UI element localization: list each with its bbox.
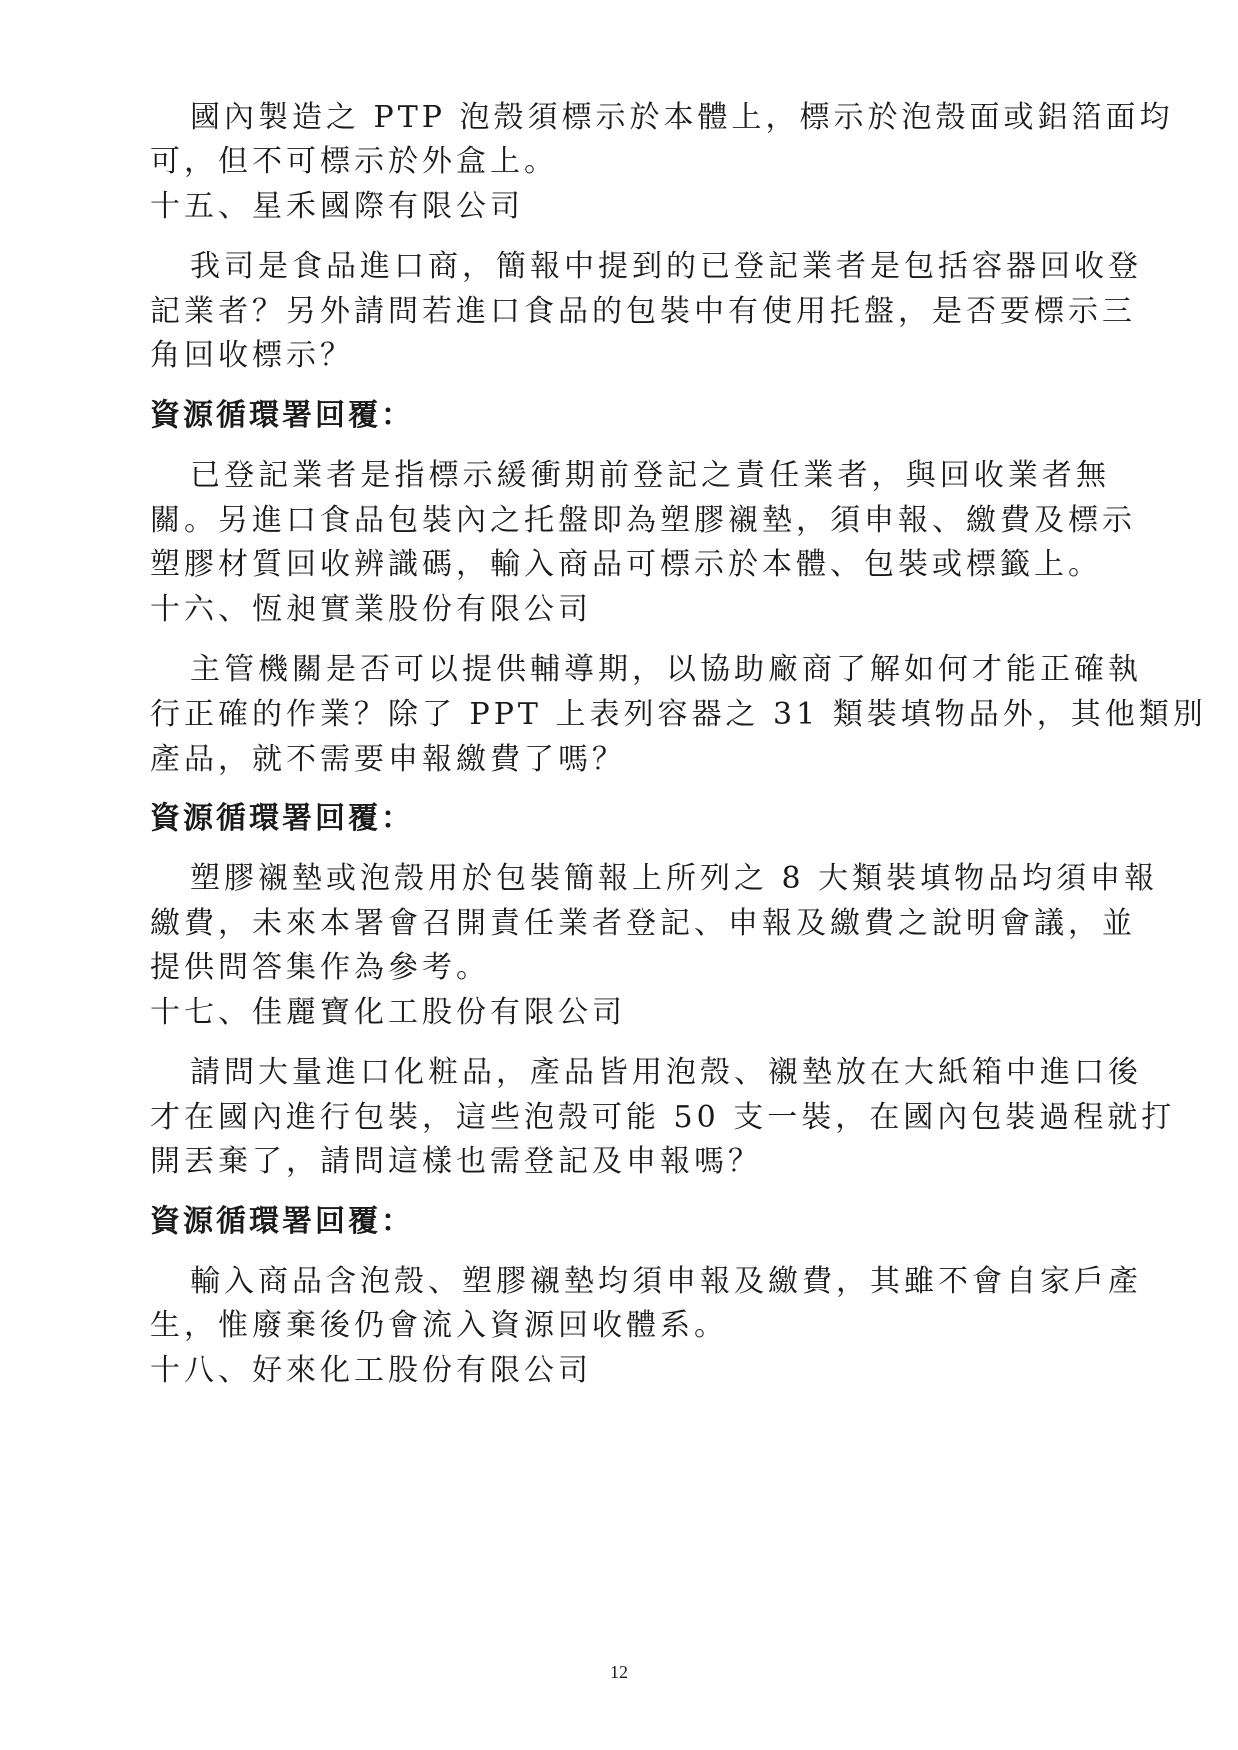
paragraph-line: 生，惟廢棄後仍會流入資源回收體系。 xyxy=(150,1308,728,1343)
paragraph-line: 產品，就不需要申報繳費了嗎？ xyxy=(150,742,626,777)
section-title: 十七、佳麗寶化工股份有限公司 xyxy=(150,995,626,1030)
paragraph-line: 角回收標示？ xyxy=(150,338,354,373)
paragraph-line: 記業者？另外請問若進口食品的包裝中有使用托盤，是否要標示三 xyxy=(150,294,1136,329)
reply-heading: 資源循環署回覆： xyxy=(150,1204,414,1239)
paragraph-line: 繳費，未來本署會召開責任業者登記、申報及繳費之說明會議，並 xyxy=(150,906,1136,941)
section-title: 十五、星禾國際有限公司 xyxy=(150,189,524,224)
paragraph-line: 行正確的作業？除了 PPT 上表列容器之 31 類裝填物品外，其他類別 xyxy=(150,697,1207,732)
section-title: 十八、好來化工股份有限公司 xyxy=(150,1353,592,1388)
paragraph-line: 可，但不可標示於外盒上。 xyxy=(150,144,558,179)
paragraph-line: 塑膠襯墊或泡殼用於包裝簡報上所列之 8 大類裝填物品均須申報 xyxy=(190,861,1159,896)
reply-heading: 資源循環署回覆： xyxy=(150,398,414,433)
paragraph-line: 已登記業者是指標示緩衝期前登記之責任業者，與回收業者無 xyxy=(190,458,1110,493)
paragraph-line: 塑膠材質回收辨識碼，輸入商品可標示於本體、包裝或標籤上。 xyxy=(150,547,1102,582)
section-title: 十六、恆昶實業股份有限公司 xyxy=(150,592,592,627)
paragraph-line: 我司是食品進口商，簡報中提到的已登記業者是包括容器回收登 xyxy=(190,249,1142,284)
paragraph-line: 提供問答集作為參考。 xyxy=(150,950,490,985)
paragraph-line: 關。另進口食品包裝內之托盤即為塑膠襯墊，須申報、繳費及標示 xyxy=(150,503,1136,538)
paragraph-line: 國內製造之 PTP 泡殼須標示於本體上，標示於泡殼面或鋁箔面均 xyxy=(190,100,1174,135)
reply-heading: 資源循環署回覆： xyxy=(150,801,414,836)
page-number: 12 xyxy=(610,1662,628,1682)
paragraph-line: 主管機關是否可以提供輔導期，以協助廠商了解如何才能正確執 xyxy=(190,652,1142,687)
paragraph-line: 輸入商品含泡殼、塑膠襯墊均須申報及繳費，其雖不會自家戶產 xyxy=(190,1264,1142,1299)
paragraph-line: 才在國內進行包裝，這些泡殼可能 50 支一裝，在國內包裝過程就打 xyxy=(150,1100,1176,1135)
paragraph-line: 開丟棄了，請問這樣也需登記及申報嗎？ xyxy=(150,1144,762,1179)
paragraph-line: 請問大量進口化粧品，產品皆用泡殼、襯墊放在大紙箱中進口後 xyxy=(190,1055,1142,1090)
